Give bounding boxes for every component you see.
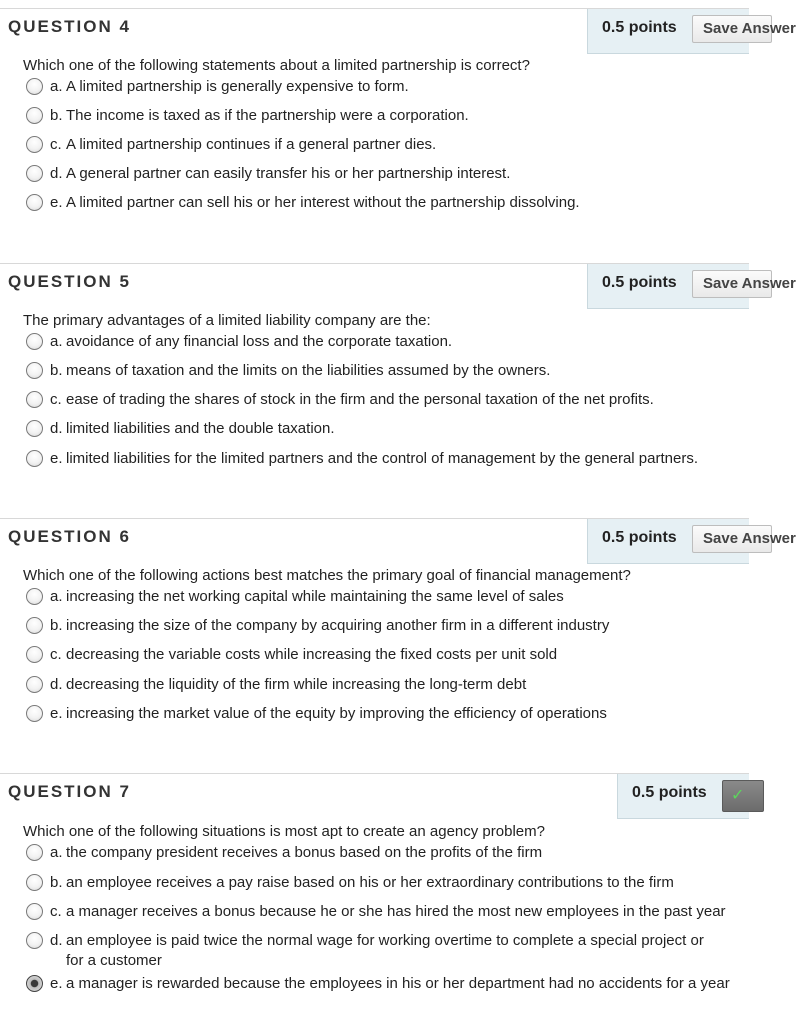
option-letter: c. (50, 646, 62, 663)
points-label: 0.5 points (602, 274, 677, 291)
radio-button[interactable] (26, 362, 43, 379)
radio-button[interactable] (26, 194, 43, 211)
option-text: limited liabilities and the double taxation. (66, 420, 335, 437)
radio-button[interactable] (26, 705, 43, 722)
radio-button[interactable] (26, 333, 43, 350)
option-letter: b. (50, 362, 63, 379)
option-letter: a. (50, 78, 63, 95)
radio-button[interactable] (26, 391, 43, 408)
option-letter: e. (50, 450, 63, 467)
option-letter: b. (50, 617, 63, 634)
points-label: 0.5 points (602, 529, 677, 546)
option-letter: c. (50, 903, 62, 920)
option-text: The income is taxed as if the partnership were a corporation. (66, 107, 469, 124)
radio-button[interactable] (26, 676, 43, 693)
option-text: a manager receives a bonus because he or she has hired the most new employees in the past year (66, 903, 726, 920)
radio-button[interactable] (26, 617, 43, 634)
radio-button-selected[interactable] (26, 975, 43, 992)
option-text: increasing the net working capital while maintaining the same level of sales (66, 588, 564, 605)
radio-button[interactable] (26, 450, 43, 467)
points-panel (587, 264, 796, 309)
radio-button[interactable] (26, 646, 43, 663)
question-prompt: Which one of the following statements about a limited partnership is correct? (23, 57, 530, 74)
question-title: QUESTION 7 (8, 782, 131, 801)
question-title: QUESTION 6 (8, 527, 131, 546)
option-text: an employee is paid twice the normal wage for working overtime to complete a special project or (66, 932, 704, 949)
option-text: decreasing the liquidity of the firm while increasing the long-term debt (66, 676, 527, 693)
points-panel (617, 774, 749, 819)
points-label: 0.5 points (632, 784, 707, 801)
option-letter: d. (50, 932, 63, 949)
option-letter: a. (50, 333, 63, 350)
option-text: A general partner can easily transfer his or her partnership interest. (66, 165, 511, 182)
option-e[interactable] (26, 975, 749, 995)
option-text: increasing the size of the company by acquiring another firm in a different industry (66, 617, 610, 634)
question-prompt: Which one of the following situations is most apt to create an agency problem? (23, 823, 545, 840)
option-text: ease of trading the shares of stock in the firm and the personal taxation of the net profits. (66, 391, 654, 408)
question-title: QUESTION 4 (8, 17, 131, 36)
option-text: means of taxation and the limits on the liabilities assumed by the owners. (66, 362, 551, 379)
question-header (0, 773, 749, 820)
question-header (0, 263, 796, 310)
option-letter: c. (50, 391, 62, 408)
option-letter: b. (50, 107, 63, 124)
option-text: increasing the market value of the equity by improving the efficiency of operations (66, 705, 607, 722)
option-letter: c. (50, 136, 62, 153)
radio-button[interactable] (26, 136, 43, 153)
option-letter: a. (50, 844, 63, 861)
option-letter: e. (50, 975, 63, 992)
radio-button[interactable] (26, 107, 43, 124)
question-title: QUESTION 5 (8, 272, 131, 291)
radio-button[interactable] (26, 932, 43, 949)
points-label: 0.5 points (602, 19, 677, 36)
save-answer-button[interactable]: Save Answer (692, 15, 772, 43)
radio-button[interactable] (26, 165, 43, 182)
checkmark-icon: ✓ (731, 787, 745, 804)
option-text: decreasing the variable costs while increasing the fixed costs per unit sold (66, 646, 558, 663)
save-answer-button[interactable]: Save Answer (692, 525, 772, 553)
option-c[interactable] (26, 903, 749, 923)
option-letter: a. (50, 588, 63, 605)
radio-button[interactable] (26, 874, 43, 891)
option-letter: b. (50, 874, 63, 891)
question-prompt: The primary advantages of a limited liability company are the: (23, 312, 431, 329)
radio-button[interactable] (26, 588, 43, 605)
option-letter: d. (50, 420, 63, 437)
option-d[interactable] (26, 932, 749, 974)
option-text: A limited partner can sell his or her interest without the partnership dissolving. (66, 194, 580, 211)
question-header (0, 8, 796, 55)
option-letter: d. (50, 165, 63, 182)
question-4 (0, 8, 796, 211)
radio-button[interactable] (26, 420, 43, 437)
option-letter: d. (50, 676, 63, 693)
option-text: avoidance of any financial loss and the corporate taxation. (66, 333, 453, 350)
option-letter: e. (50, 194, 63, 211)
points-panel (587, 519, 796, 564)
radio-button[interactable] (26, 844, 43, 861)
question-header (0, 518, 796, 565)
save-answer-button[interactable]: Save Answer (692, 270, 772, 298)
question-7 (0, 773, 749, 992)
question-5 (0, 263, 796, 467)
option-text: A limited partnership continues if a general partner dies. (66, 136, 437, 153)
option-text: A limited partnership is generally expensive to form. (66, 78, 409, 95)
question-6 (0, 518, 796, 722)
option-text: a manager is rewarded because the employees in his or her department had no accidents for a year (66, 975, 730, 992)
option-text: limited liabilities for the limited partners and the control of management by the general partners. (66, 450, 698, 467)
saved-check-button[interactable] (722, 780, 764, 812)
radio-button[interactable] (26, 903, 43, 920)
option-text-continued: for a customer (66, 952, 162, 969)
option-text: the company president receives a bonus based on the profits of the firm (66, 844, 543, 861)
option-text: an employee receives a pay raise based on his or her extraordinary contributions to the firm (66, 874, 674, 891)
question-prompt: Which one of the following actions best matches the primary goal of financial management? (23, 567, 631, 584)
option-letter: e. (50, 705, 63, 722)
radio-button[interactable] (26, 78, 43, 95)
points-panel (587, 9, 796, 54)
